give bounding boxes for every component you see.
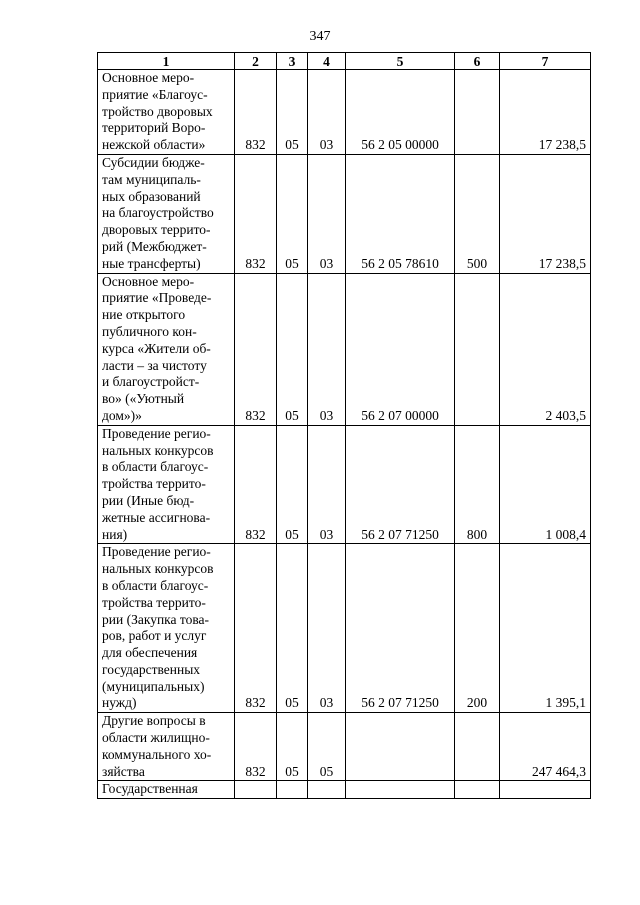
row-name-line: Проведение регио- [102,544,211,560]
chapter-code-cell: 832 [235,273,277,425]
header-col-7: 7 [500,53,591,70]
row-name-cell [98,70,235,155]
row-name-line: Другие вопросы в [102,713,206,729]
row-name-line: коммунального хо- [102,746,212,762]
row-name-line: рии (Иные бюд- [102,492,195,508]
section-code-cell: 05 [277,544,308,713]
row-name-line: для обеспечения [102,645,198,661]
table-row [98,425,591,544]
row-name-line: и благоустройст- [102,374,200,390]
table-row [98,273,591,425]
chapter-code-cell: 832 [235,70,277,155]
row-name-line: ров, работ и услуг [102,628,207,644]
row-name-line: ния) [102,526,128,542]
row-name-line: зяйства [102,763,145,779]
row-name-line: ных образований [102,188,201,204]
target-article-cell [346,713,455,781]
row-name-cell: Государственная [98,781,235,799]
section-code-cell: 05 [277,425,308,544]
header-col-4: 4 [308,53,346,70]
row-name-line: (муниципальных) [102,678,205,694]
row-name-line: в области благоус- [102,459,209,475]
section-code-cell: 05 [277,713,308,781]
header-col-6: 6 [455,53,500,70]
row-name-line: курса «Жители об- [102,340,211,356]
page-number: 347 [309,29,331,44]
empty-cell [500,781,591,799]
header-col-1: 1 [98,53,235,70]
target-article-cell: 56 2 05 78610 [346,154,455,273]
row-name-line: Основное меро- [102,70,195,85]
chapter-code-cell: 832 [235,713,277,781]
table-row [98,544,591,713]
target-article-cell: 56 2 07 71250 [346,425,455,544]
target-article-cell: 56 2 05 00000 [346,70,455,155]
table-row [98,70,591,155]
empty-cell [346,781,455,799]
row-name-line: жетные ассигнова- [102,509,211,525]
row-name-line: во» («Уютный [102,391,185,407]
amount-cell: 2 403,5 [500,273,591,425]
row-name-line: Проведение регио- [102,425,211,441]
target-article-cell: 56 2 07 71250 [346,544,455,713]
row-name-line: ласти – за чистоту [102,357,207,373]
header-col-2: 2 [235,53,277,70]
row-name-line: приятие «Проведе- [102,290,212,306]
amount-cell: 17 238,5 [500,70,591,155]
row-name-cell [98,544,235,713]
subsection-code-cell: 03 [308,154,346,273]
row-name-line: нальных конкурсов [102,561,214,577]
target-article-cell: 56 2 07 00000 [346,273,455,425]
row-name-line: там муниципаль- [102,171,201,187]
row-name-cell [98,713,235,781]
row-name-line: ние открытого [102,307,186,323]
empty-cell [308,781,346,799]
row-name-line: тройства террито- [102,476,206,492]
table-row [98,154,591,273]
row-name-line: тройства террито- [102,594,206,610]
empty-cell [235,781,277,799]
table-header-row [98,53,591,70]
chapter-code-cell: 832 [235,544,277,713]
expense-type-cell [455,70,500,155]
header-col-5: 5 [346,53,455,70]
table-body [98,70,591,799]
section-code-cell: 05 [277,70,308,155]
expense-type-cell: 500 [455,154,500,273]
row-name-line: государственных [102,661,201,677]
budget-table [97,52,591,799]
row-name-line: нальных конкурсов [102,442,214,458]
row-name-cell [98,154,235,273]
chapter-code-cell: 832 [235,425,277,544]
row-name-cell [98,273,235,425]
row-name-line: дом»)» [102,407,142,423]
row-name-line: Основное меро- [102,273,195,289]
row-name-line: ные трансферты) [102,255,201,271]
amount-cell: 1 395,1 [500,544,591,713]
row-name-line: публичного кон- [102,323,197,339]
amount-cell: 17 238,5 [500,154,591,273]
row-name-cell [98,425,235,544]
row-name-line: нежской области» [102,137,206,153]
amount-cell: 247 464,3 [500,713,591,781]
section-code-cell: 05 [277,154,308,273]
header-col-3: 3 [277,53,308,70]
row-name-line: территорий Воро- [102,120,206,136]
expense-type-cell: 800 [455,425,500,544]
row-name-line: на благоустройство [102,205,214,221]
expense-type-cell [455,713,500,781]
section-code-cell: 05 [277,273,308,425]
row-name-line: дворовых террито- [102,222,211,238]
subsection-code-cell: 03 [308,273,346,425]
expense-type-cell: 200 [455,544,500,713]
table-row [98,713,591,781]
subsection-code-cell: 03 [308,70,346,155]
row-name-line: рии (Закупка това- [102,611,210,627]
row-name-line: области жилищно- [102,730,210,746]
amount-cell: 1 008,4 [500,425,591,544]
subsection-code-cell: 05 [308,713,346,781]
row-name-line: тройство дворовых [102,103,213,119]
expense-type-cell [455,273,500,425]
subsection-code-cell: 03 [308,544,346,713]
empty-cell [455,781,500,799]
row-name-line: рий (Межбюджет- [102,238,207,254]
table-row-partial [98,781,591,799]
row-name-line: нужд) [102,695,137,711]
empty-cell [277,781,308,799]
subsection-code-cell: 03 [308,425,346,544]
row-name-line: Субсидии бюдже- [102,154,205,170]
row-name-line: в области благоус- [102,577,209,593]
chapter-code-cell: 832 [235,154,277,273]
row-name-line: приятие «Благоус- [102,86,208,102]
